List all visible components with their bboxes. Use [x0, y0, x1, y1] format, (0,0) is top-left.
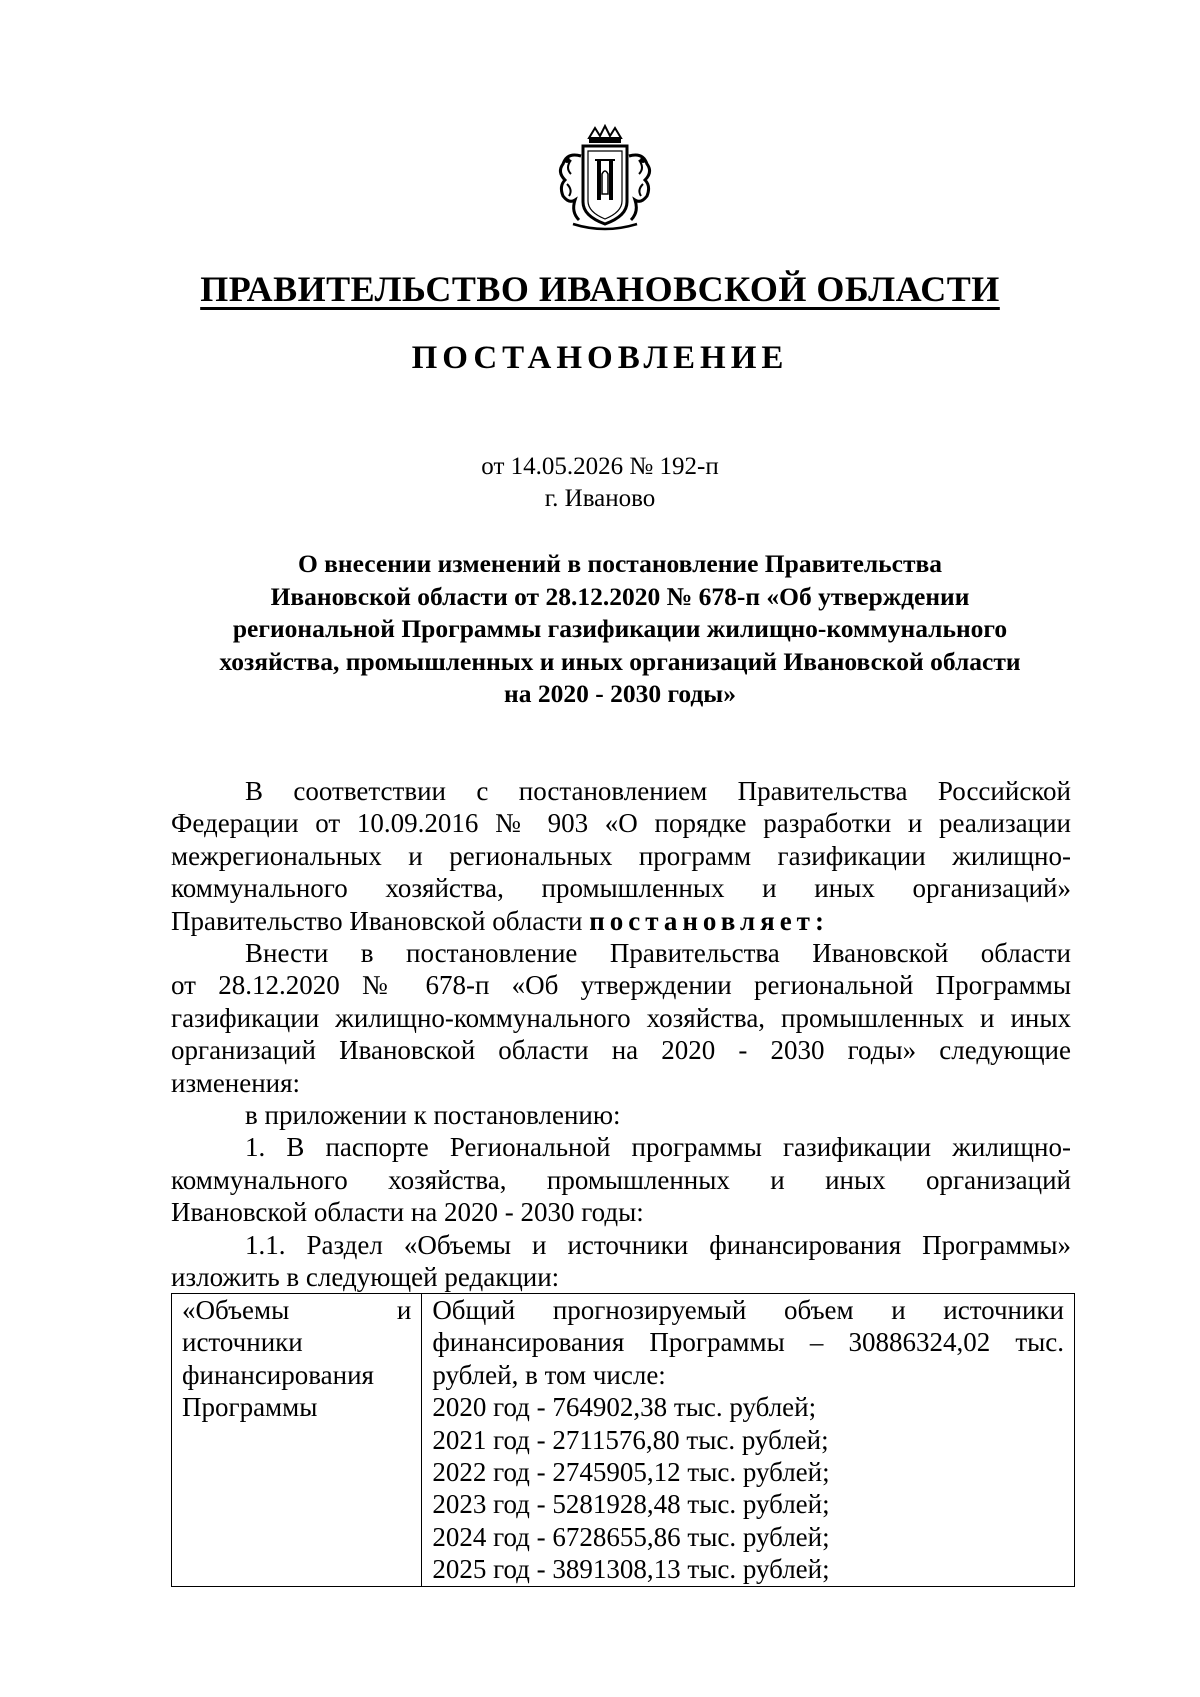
value-line: 2022 год - 2745905,12 тыс. рублей;: [432, 1457, 830, 1488]
label-line: источники: [182, 1327, 303, 1358]
subject-line: на 2020 - 2030 годы»: [504, 679, 736, 708]
subject-line: хозяйства, промышленных и иных организаций Ивановской области: [219, 646, 1021, 676]
paragraph-line: [171, 905, 1071, 937]
value-line: рублей, в том числе:: [432, 1359, 666, 1390]
paragraph-line: коммунального хозяйства, промышленных и иных организаций»: [171, 873, 1071, 904]
paragraph-line: газификации жилищно-коммунального хозяйства, промышленных и иных: [171, 1002, 1071, 1033]
paragraph-line: изменения:: [171, 1067, 301, 1098]
financing-label-cell: [172, 1294, 422, 1587]
value-line: 2023 год - 5281928,48 тыс. рублей;: [432, 1489, 830, 1520]
decree-word: постановляет:: [589, 905, 829, 936]
label-line: Программы: [182, 1392, 318, 1423]
financing-table: [171, 1293, 1075, 1587]
subject-line: О внесении изменений в постановление Правительства: [297, 549, 943, 578]
paragraph-line: от 28.12.2020 № 678-п «Об утверждении региональной Программы: [171, 970, 1071, 1001]
document-type: ПОСТАНОВЛЕНИЕ: [411, 340, 789, 376]
paragraph-line: коммунального хозяйства, промышленных и иных организаций: [171, 1164, 1071, 1195]
paragraph-line: Внести в постановление Правительства Ивановской области: [245, 938, 1071, 969]
value-line: 2020 год - 764902,38 тыс. рублей;: [432, 1392, 817, 1423]
value-line: Общий прогнозируемый объем и источники: [432, 1295, 1064, 1325]
paragraph-line: изложить в следующей редакции:: [171, 1262, 560, 1293]
financing-value-cell: [422, 1294, 1075, 1587]
label-line: финансирования: [182, 1359, 374, 1390]
document-date-number: от 14.05.2026 № 192-п: [481, 453, 719, 480]
value-line: 2025 год - 3891308,13 тыс. рублей;: [432, 1554, 830, 1585]
paragraph-text: Правительство Ивановской области: [171, 905, 583, 936]
paragraph-line: 1.1. Раздел «Объемы и источники финансирования Программы»: [245, 1229, 1071, 1260]
table-row: [172, 1294, 1075, 1587]
subject-line: Ивановской области от 28.12.2020 № 678-п «Об утверждении: [270, 581, 970, 611]
paragraph-line: в приложении к постановлению:: [245, 1100, 621, 1131]
paragraph-line: организаций Ивановской области на 2020 - 2030 годы» следующие: [171, 1035, 1071, 1066]
value-line: 2021 год - 2711576,80 тыс. рублей;: [432, 1424, 829, 1455]
label-line: [182, 1294, 411, 1326]
subject-line: региональной Программы газификации жилищно-коммунального: [232, 614, 1008, 643]
paragraph-line: Федерации от 10.09.2016 № 903 «О порядке разработки и реализации: [171, 808, 1071, 839]
paragraph-line: межрегиональных и региональных программ газификации жилищно-: [171, 840, 1071, 871]
label-word: «Объемы: [182, 1295, 290, 1325]
government-title: ПРАВИТЕЛЬСТВО ИВАНОВСКОЙ ОБЛАСТИ: [200, 269, 1000, 309]
coat-of-arms-icon: [545, 124, 665, 234]
paragraph-line: В соответствии с постановлением Правительства Российской: [245, 776, 1071, 806]
paragraph-line: Ивановской области на 2020 - 2030 годы:: [171, 1197, 644, 1228]
document-subject: [160, 548, 1080, 711]
value-line: 2024 год - 6728655,86 тыс. рублей;: [432, 1521, 830, 1552]
paragraph-line: 1. В паспорте Региональной программы газификации жилищно-: [245, 1132, 1071, 1163]
label-word: и: [396, 1295, 412, 1325]
document-city: г. Иваново: [544, 485, 656, 512]
document-body: [171, 775, 1071, 1294]
value-line: финансирования Программы – 30886324,02 тыс.: [432, 1327, 1064, 1358]
